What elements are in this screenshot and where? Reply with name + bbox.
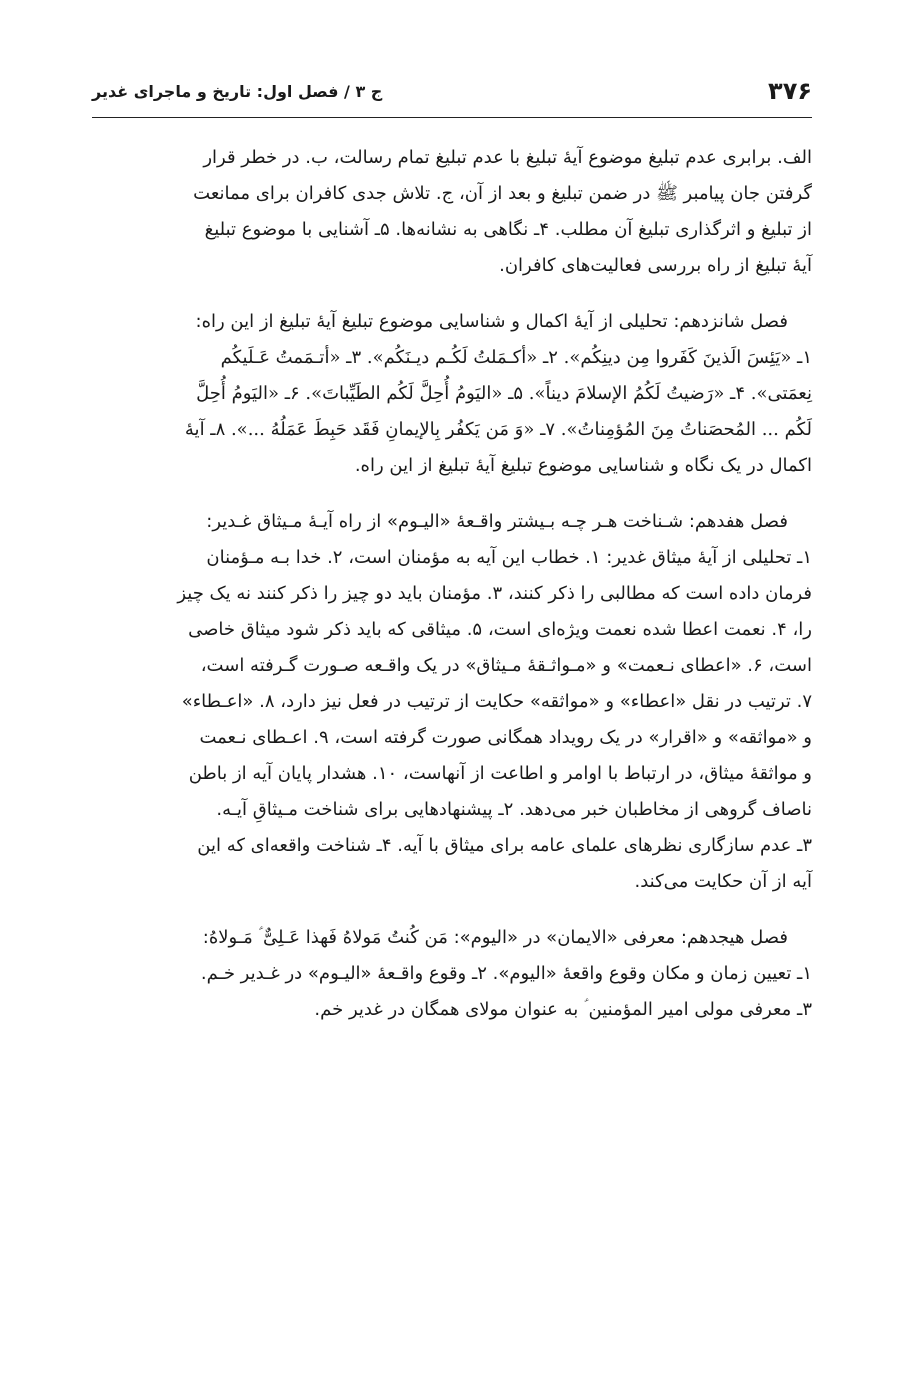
text-line: لَکُم ... المُحصَناتُ مِنَ المُؤمِناتُ». ۷ـ «وَ مَن یَکفُر بِالإیمانِ فَقَد حَبِطَ عَمَلُهُ ...». ۸ـ آیهٔ bbox=[184, 419, 812, 440]
text-line: از تبلیغ و اثرگذاری تبلیغ آن مطلب. ۴ـ نگاهی به نشانه‌ها. ۵ـ آشنایی با موضوع تبلیغ bbox=[204, 219, 812, 240]
text-line: ۷. ترتیب در نقل «اعطاء» و «مواثقه» حکایت از ترتیب در فعل نیز دارد، ۸. «اعـطاء» bbox=[181, 691, 812, 712]
text-line: اکمال در یک نگاه و شناسایی موضوع تبلیغ آیهٔ تبلیغ از این راه. bbox=[354, 455, 812, 476]
text-line: ۱ـ تعیین زمان و مکان وقوع واقعهٔ «الیوم». ۲ـ وقوع واقـعهٔ «الیـوم» در غـدیر خـم. bbox=[200, 963, 812, 984]
paragraph-1 bbox=[92, 140, 812, 284]
text-line: ۱ـ «یَئِسَ الَذینَ کَفَروا مِن دینِکُم». ۲ـ «أکـمَلتُ لَکُـم دیـنَکُم». ۳ـ «أتـمَمتُ عَـلَیکُم bbox=[220, 347, 812, 368]
chapter-heading-18: فصل هیجدهم: معرفی «الایمان» در «الیوم»: مَن کُنتُ مَولاهُ فَهذا عَـلِیٌّ ؑ مَـولاهُ: bbox=[202, 927, 788, 948]
running-head: ج ۳ / فصل اول: تاریخ و ماجرای غدیر bbox=[92, 81, 383, 101]
text-line: فرمان داده است که مطالبی را ذکر کنند، ۳. مؤمنان باید دو چیز را ذکر کنند نه یک چیز bbox=[177, 583, 812, 604]
text-line: و مواثقهٔ میثاق، در ارتباط با اوامر و اطاعت از آنهاست، ۱۰. هشدار پایان آیه از باطن bbox=[188, 763, 812, 784]
text-line: ۳ـ عدم سازگاری نظرهای علمای عامه برای میثاق با آیه. ۴ـ شناخت واقعه‌ای که این bbox=[197, 835, 812, 856]
text-line: و «مواثقه» و «اقرار» در یک رویداد همگانی صورت گرفته است، ۹. اعـطای نـعمت bbox=[199, 727, 812, 748]
paragraph-4 bbox=[92, 920, 812, 1028]
text-line: گرفتن جان پیامبر ﷺ در ضمن تبلیغ و بعد از آن، ج. تلاش جدی کافران برای ممانعت bbox=[193, 183, 812, 204]
body-text bbox=[92, 140, 812, 1048]
header-rule bbox=[92, 117, 812, 118]
chapter-heading-16: فصل شانزدهم: تحلیلی از آیهٔ اکمال و شناسایی موضوع تبلیغ آیهٔ تبلیغ از این راه: bbox=[195, 311, 788, 332]
page-number: ۳۷۶ bbox=[768, 77, 812, 105]
text-line: ۳ـ معرفی مولی امیر المؤمنین ؑ به عنوان مولای همگان در غدیر خم. bbox=[314, 999, 812, 1020]
paragraph-3 bbox=[92, 504, 812, 900]
text-line: نِعمَتی». ۴ـ «رَضیتُ لَکُمُ الإسلامَ دیناً». ۵ـ «الیَومُ أُحِلَّ لَکُم الطَیِّباتَ». ۶ـ «الیَومُ أُحِلَّ bbox=[196, 383, 812, 404]
text-line: آیه از آن حکایت می‌کند. bbox=[634, 871, 812, 892]
text-line: ناصاف گروهی از مخاطبان خبر می‌دهد. ۲ـ پیشنهادهایی برای شناخت مـیثاقِ آیـه. bbox=[216, 799, 812, 820]
chapter-heading-17: فصل هفدهم: شـناخت هـر چـه بـیشتر واقـعهٔ «الیـوم» از راه آیـهٔ مـیثاق غـدیر: bbox=[206, 511, 788, 532]
text-line: ۱ـ تحلیلی از آیهٔ میثاق غدیر: ۱. خطاب این آیه به مؤمنان است، ۲. خدا بـه مـؤمنان bbox=[206, 547, 812, 568]
document-page bbox=[92, 0, 812, 1390]
text-line: است، ۶. «اعطای نـعمت» و «مـواثـقهٔ مـیثاق» در یک واقـعه صـورت گـرفته است، bbox=[200, 655, 812, 676]
text-line: الف. برابری عدم تبلیغ موضوع آیهٔ تبلیغ با عدم تبلیغ تمام رسالت، ب. در خطر قرار bbox=[203, 147, 812, 168]
page-header bbox=[92, 68, 812, 114]
text-line: را، ۴. نعمت اعطا شده نعمت ویژه‌ای است، ۵. میثاقی که باید ذکر شود میثاق خاصی bbox=[188, 619, 812, 640]
paragraph-2 bbox=[92, 304, 812, 484]
text-line: آیهٔ تبلیغ از راه بررسی فعالیت‌های کافران. bbox=[499, 255, 812, 276]
